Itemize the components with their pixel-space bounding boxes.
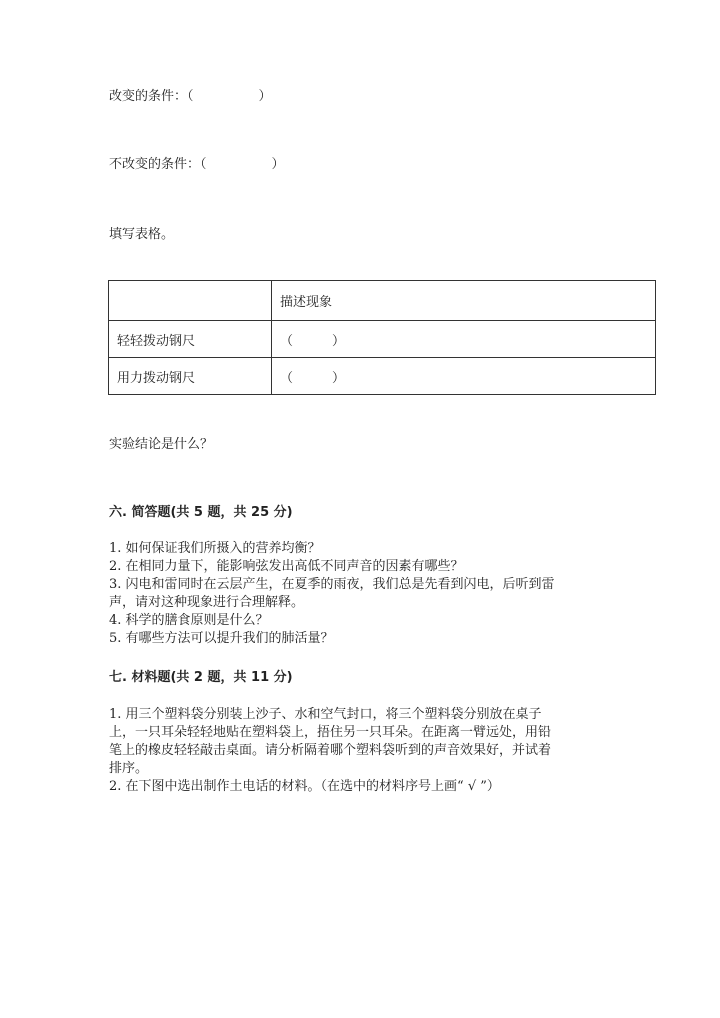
question-line: 3. 闪电和雷同时在云层产生，在夏季的雨夜，我们总是先看到闪电，后听到雷: [109, 577, 555, 592]
conclusion-question: 实验结论是什么？: [109, 437, 214, 452]
row-label: 用力拨动钢尺: [109, 358, 272, 395]
question-line: 笔上的橡皮轻轻敲击桌面。请分析隔着哪个塑料袋听到的声音效果好，并试着: [109, 743, 552, 758]
question-line: 4. 科学的膳食原则是什么？: [109, 613, 269, 628]
table-instruction: 填写表格。: [109, 227, 175, 242]
question-line: 1. 如何保证我们所摄入的营养均衡？: [109, 541, 321, 556]
section-7-title: 七. 材料题(共 2 题，共 11 分): [109, 670, 293, 685]
observation-table: [108, 280, 656, 395]
unchanged-condition: 不改变的条件：（ ）: [109, 157, 285, 172]
question-line: 5. 有哪些方法可以提升我们的肺活量？: [109, 631, 334, 646]
changed-condition: 改变的条件：（ ）: [109, 89, 272, 104]
answer-blank: （ ）: [272, 358, 656, 395]
question-line: 1. 用三个塑料袋分别装上沙子、水和空气封口，将三个塑料袋分别放在桌子: [109, 707, 542, 722]
section-6-title: 六. 简答题(共 5 题，共 25 分): [109, 505, 293, 520]
answer-blank: （ ）: [272, 321, 656, 358]
question-line: 排序。: [109, 761, 149, 776]
question-line: 2. 在下图中选出制作土电话的材料。（在选中的材料序号上画“ √ ”）: [109, 779, 500, 794]
row-label: 轻轻拨动钢尺: [109, 321, 272, 358]
question-line: 上，一只耳朵轻轻地贴在塑料袋上，捂住另一只耳朵。在距离一臂远处，用铅: [109, 725, 552, 740]
question-line: 2. 在相同力量下，能影响弦发出高低不同声音的因素有哪些？: [109, 559, 464, 574]
question-line: 声，请对这种现象进行合理解释。: [109, 595, 305, 610]
header-cell: 描述现象: [272, 281, 656, 321]
header-cell: [109, 281, 272, 321]
